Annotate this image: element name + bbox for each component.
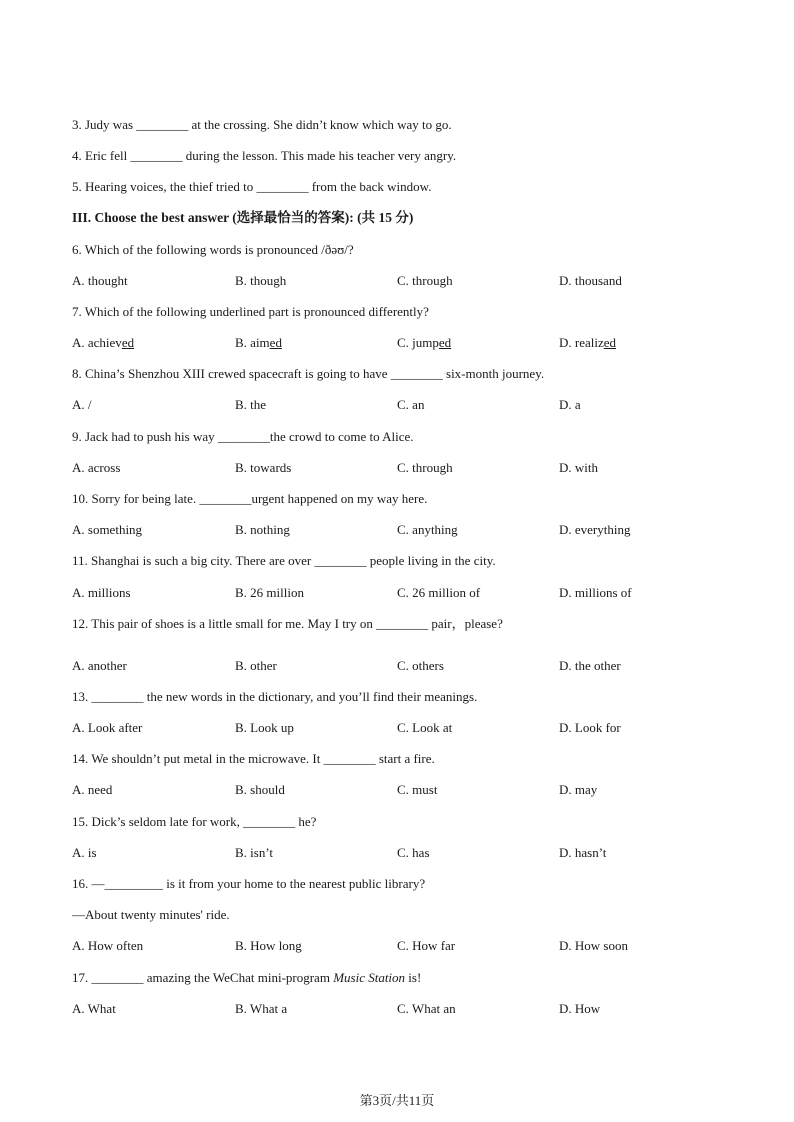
question-15: 15. Dick’s seldom late for work, ________ he? [72,814,317,829]
option-a: A. How often [72,938,144,953]
option-c-text: C. jump [397,335,439,350]
option-b-text: B. aim [235,335,270,350]
section-heading: III. Choose the best answer (选择最恰当的答案): (共 15 分) [72,210,414,225]
option-c: C. 26 million of [397,585,481,600]
option-d [559,335,616,351]
option-c: C. What an [397,1001,456,1016]
question-16-reply: —About twenty minutes' ride. [72,907,230,922]
option-a: A. thought [72,273,128,288]
option-c: C. through [397,460,453,475]
option-a-text: A. achiev [72,335,122,350]
question-6: 6. Which of the following words is pronounced /ðəʊ/? [72,242,354,257]
option-b-underlined: ed [269,335,282,350]
option-b: B. should [235,782,285,797]
option-d: D. a [559,397,581,412]
question-12: 12. This pair of shoes is a little small for me. May I try on ________ pair，please? [72,616,503,631]
program-name: Music Station [333,970,406,985]
question-16: 16. —_________ is it from your home to the nearest public library? [72,876,426,891]
option-a: A. What [72,1001,116,1016]
option-a: A. across [72,460,121,475]
option-a: A. / [72,397,92,412]
option-b: B. the [235,397,267,412]
question-7: 7. Which of the following underlined part is pronounced differently? [72,304,429,319]
option-d: D. How soon [559,938,628,953]
option-d: D. hasn’t [559,845,607,860]
option-d-underlined: ed [603,335,617,350]
option-c: C. anything [397,522,458,537]
option-c: C. has [397,845,430,860]
option-d: D. may [559,782,598,797]
option-d: D. thousand [559,273,622,288]
option-b: B. nothing [235,522,290,537]
option-a: A. Look after [72,720,143,735]
option-c [397,335,451,351]
question-17-end: is! [405,970,422,985]
option-a: A. another [72,658,127,673]
option-d: D. millions of [559,585,632,600]
option-b: B. though [235,273,287,288]
option-d: D. the other [559,658,621,673]
option-c-underlined: ed [438,335,452,350]
page-number: 第3页/共11页 [359,1093,435,1108]
question-3: 3. Judy was ________ at the crossing. She didn’t know which way to go. [72,117,452,132]
option-a [72,335,134,351]
option-a-underlined: ed [121,335,135,350]
option-b: B. isn’t [235,845,274,860]
option-b: B. 26 million [235,585,304,600]
question-17-text: 17. ________ amazing the WeChat mini-program [72,970,334,985]
option-b: B. How long [235,938,302,953]
option-a: A. is [72,845,97,860]
option-c: C. through [397,273,453,288]
option-d-text: D. realiz [559,335,604,350]
option-a: A. millions [72,585,131,600]
option-b: B. other [235,658,277,673]
question-13: 13. ________ the new words in the dictionary, and you’ll find their meanings. [72,689,478,704]
question-4: 4. Eric fell ________ during the lesson. This made his teacher very angry. [72,148,457,163]
question-14: 14. We shouldn’t put metal in the microwave. It ________ start a fire. [72,751,435,766]
question-5: 5. Hearing voices, the thief tried to ________ from the back window. [72,179,432,194]
question-17 [72,970,421,986]
option-b: B. What a [235,1001,288,1016]
option-c: C. Look at [397,720,453,735]
question-8: 8. China’s Shenzhou XIII crewed spacecraft is going to have ________ six-month journey. [72,366,545,381]
option-a: A. need [72,782,113,797]
option-c: C. must [397,782,438,797]
option-d: D. How [559,1001,601,1016]
option-d: D. everything [559,522,631,537]
option-d: D. with [559,460,598,475]
option-b: B. Look up [235,720,294,735]
question-11: 11. Shanghai is such a big city. There are over ________ people living in the city. [72,553,496,568]
question-10: 10. Sorry for being late. ________urgent happened on my way here. [72,491,428,506]
option-b: B. towards [235,460,292,475]
question-9: 9. Jack had to push his way ________the crowd to come to Alice. [72,429,414,444]
option-c: C. an [397,397,425,412]
option-a: A. something [72,522,143,537]
option-b [235,335,282,351]
option-d: D. Look for [559,720,621,735]
option-c: C. others [397,658,444,673]
option-c: C. How far [397,938,456,953]
